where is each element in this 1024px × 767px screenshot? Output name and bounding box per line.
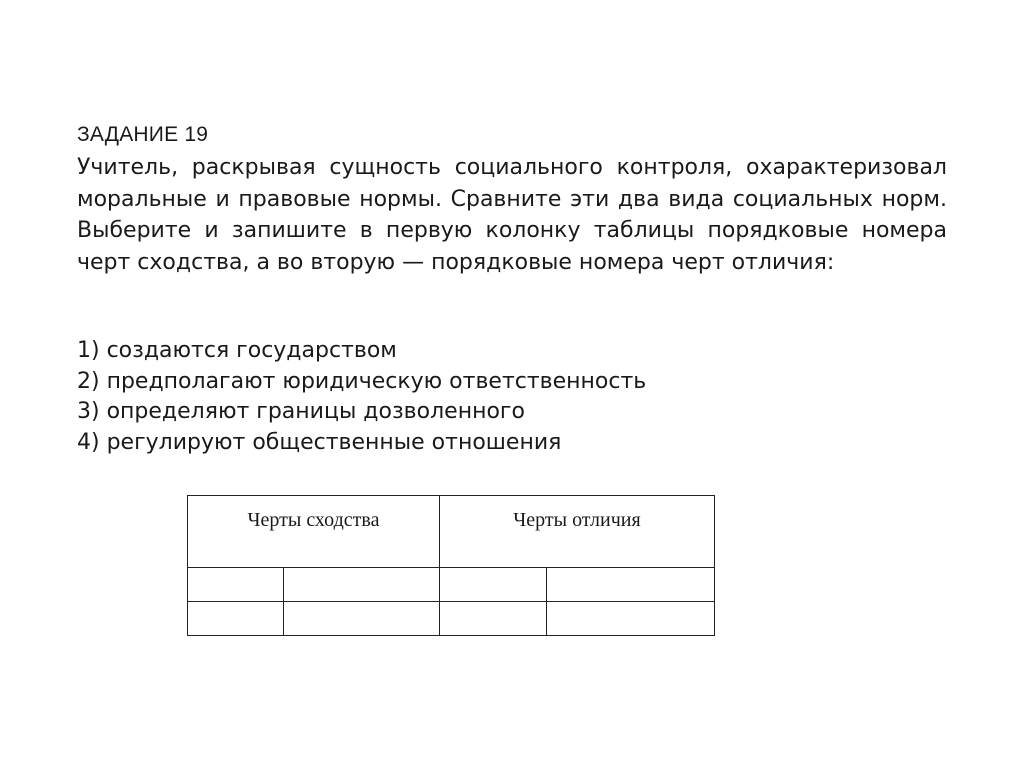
answer-cell[interactable] bbox=[188, 568, 284, 602]
table-row bbox=[188, 568, 715, 602]
answer-cell[interactable] bbox=[440, 568, 547, 602]
header-similarities: Черты сходства bbox=[188, 496, 440, 568]
answer-cell[interactable] bbox=[284, 602, 440, 636]
option-item: 4) регулируют общественные отношения bbox=[77, 429, 562, 455]
answer-cell[interactable] bbox=[188, 602, 284, 636]
answer-cell[interactable] bbox=[440, 602, 547, 636]
answer-cell[interactable] bbox=[547, 602, 715, 636]
task-title: ЗАДАНИЕ 19 bbox=[77, 123, 209, 146]
header-differences: Черты отличия bbox=[440, 496, 715, 568]
option-item: 2) предполагают юридическую ответственность bbox=[77, 368, 647, 394]
task-text: Учитель, раскрывая сущность социального контроля, охарактеризовал моральные и правовые нормы. Сравните эти два вида социальных норм. Выберите и запишите в первую колонку таблицы порядковые номера черт сходства, а во вторую — порядковые номера черт отличия: bbox=[77, 155, 947, 275]
table-row bbox=[188, 602, 715, 636]
option-item: 1) создаются государством bbox=[77, 338, 397, 363]
options-list bbox=[77, 336, 646, 458]
answer-cell[interactable] bbox=[284, 568, 440, 602]
answer-table bbox=[187, 495, 715, 636]
option-item: 3) определяют границы дозволенного bbox=[77, 399, 525, 424]
answer-cell[interactable] bbox=[547, 568, 715, 602]
table-header-row bbox=[188, 496, 715, 568]
